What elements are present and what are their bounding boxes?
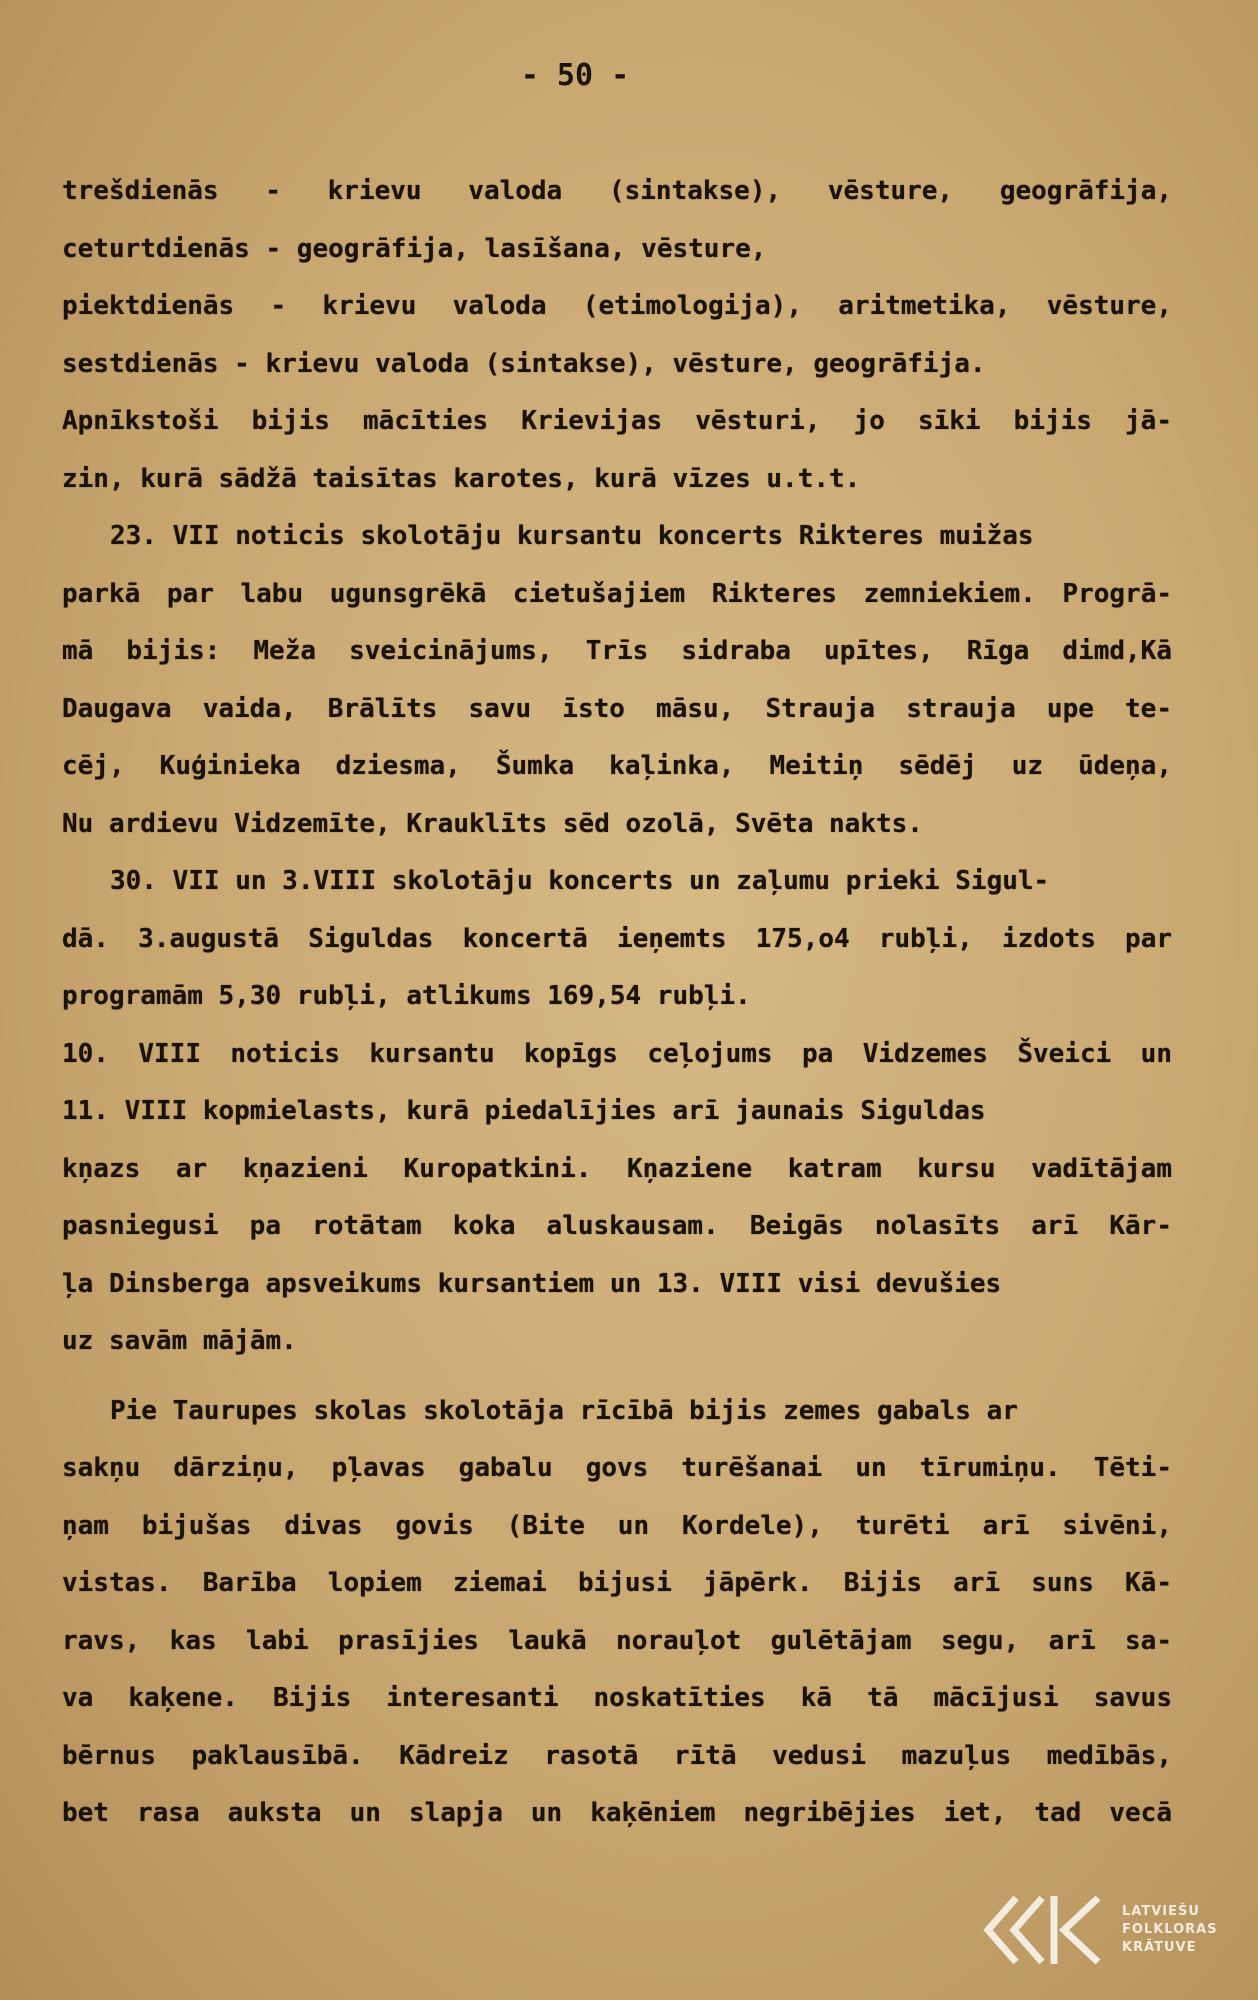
- text-line: dā. 3.augustā Siguldas koncertā ieņemts 175,o4 rubļi, izdots par: [62, 923, 1172, 954]
- text-line: pasniegusi pa rotātam koka aluskausam. Beigās nolasīts arī Kār-: [62, 1211, 1172, 1241]
- lfk-archive-logo-icon: [980, 1884, 1112, 1976]
- text-line: sestdienās - krievu valoda (sintakse), vēsture, geogrāfija.: [62, 348, 986, 379]
- text-line: cēj, Kuģinieka dziesma, Šumka kaļinka, Meitiņ sēdēj uz ūdeņa,: [62, 751, 1172, 781]
- text-line: 30. VII un 3.VIII skolotāju koncerts un zaļumu prieki Sigul-: [110, 866, 1050, 896]
- text-line: programām 5,30 rubļi, atlikums 169,54 rubļi.: [62, 981, 751, 1011]
- text-line: Nu ardievu Vidzemīte, Krauklīts sēd ozolā, Svēta nakts.: [62, 808, 923, 839]
- page-number: - 50 -: [520, 58, 630, 93]
- archive-logo: [980, 1884, 1240, 1976]
- text-line: zin, kurā sādžā taisītas karotes, kurā vīzes u.t.t.: [62, 463, 861, 494]
- text-line: ravs, kas labi prasījies laukā norauļot gulētājam segu, arī sa-: [62, 1625, 1172, 1656]
- text-line: ļa Dinsberga apsveikums kursantiem un 13. VIII visi devušies: [62, 1268, 1002, 1299]
- text-line: 23. VII noticis skolotāju kursantu koncerts Rikteres muižas: [110, 521, 1034, 551]
- text-line: Apnīkstoši bijis mācīties Krievijas vēsturi, jo sīki bijis jā-: [62, 406, 1172, 436]
- text-line: Daugava vaida, Brālīts savu īsto māsu, Strauja strauja upe te-: [62, 693, 1172, 724]
- text-line: parkā par labu ugunsgrēkā cietušajiem Rikteres zemniekiem. Progrā-: [62, 578, 1172, 609]
- text-line: 10. VIII noticis kursantu kopīgs ceļojums pa Vidzemes Šveici un: [62, 1038, 1172, 1069]
- text-line: va kaķene. Bijis interesanti noskatīties kā tā mācījusi savus: [62, 1683, 1172, 1713]
- text-line: mā bijis: Meža sveicinājums, Trīs sidraba upītes, Rīga dimd,Kā: [62, 636, 1172, 666]
- text-line: uz savām mājām.: [62, 1326, 297, 1356]
- text-line: piektdienās - krievu valoda (etimologija), aritmetika, vēsture,: [62, 291, 1172, 321]
- text-line: sakņu dārziņu, pļavas gabalu govs turēšanai un tīrumiņu. Tēti-: [62, 1453, 1172, 1483]
- text-line: bērnus paklausībā. Kādreiz rasotā rītā vedusi mazuļus medībās,: [62, 1740, 1172, 1771]
- text-line: bet rasa auksta un slapja un kaķēniem negribējies iet, tad vecā: [62, 1798, 1172, 1828]
- logo-line-1: LATVIEŠU: [1122, 1904, 1200, 1919]
- text-line: Pie Taurupes skolas skolotāja rīcībā bijis zemes gabals ar: [110, 1395, 1018, 1426]
- text-line: kņazs ar kņazieni Kuropatkini. Kņaziene katram kursu vadītājam: [62, 1153, 1172, 1184]
- text-line: ņam bijušas divas govis (Bite un Kordele), turēti arī sivēni,: [62, 1510, 1172, 1541]
- logo-line-2: FOLKLORAS: [1122, 1922, 1218, 1937]
- typewritten-text: [62, 163, 1172, 1843]
- text-line: vistas. Barība lopiem ziemai bijusi jāpērk. Bijis arī suns Kā-: [62, 1568, 1172, 1598]
- text-line: ceturtdienās - geogrāfija, lasīšana, vēsture,: [62, 233, 767, 264]
- logo-line-3: KRĀTUVE: [1122, 1940, 1197, 1955]
- text-line: 11. VIII kopmielasts, kurā piedalījies arī jaunais Siguldas: [62, 1096, 986, 1126]
- text-line: trešdienās - krievu valoda (sintakse), vēsture, geogrāfija,: [62, 176, 1172, 206]
